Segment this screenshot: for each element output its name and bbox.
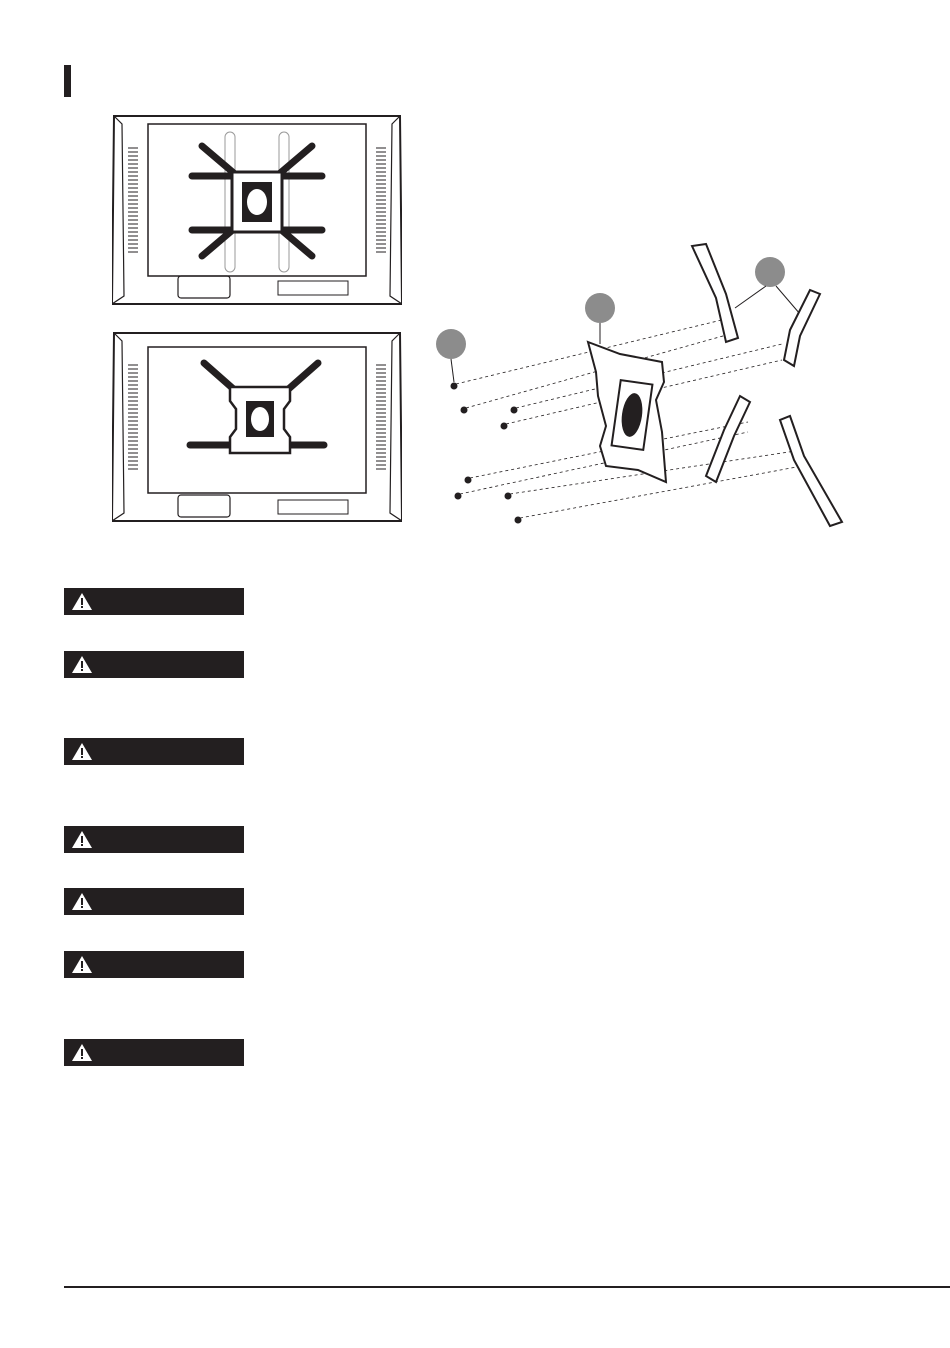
callout-plate	[585, 293, 615, 323]
warning-triangle-icon	[71, 742, 93, 761]
callout-arms	[755, 257, 785, 287]
warning-banner	[64, 588, 244, 615]
warning-triangle-icon	[71, 1043, 93, 1062]
warning-banner	[64, 651, 244, 678]
warning-banner	[64, 738, 244, 765]
warning-triangle-icon	[71, 592, 93, 611]
vent-left	[128, 148, 138, 252]
warning-banner	[64, 826, 244, 853]
tv-back-diagram-arms-fixed	[112, 331, 402, 523]
warning-banner	[64, 888, 244, 915]
exploded-assembly-diagram	[430, 232, 870, 542]
vent-right	[376, 148, 386, 252]
warning-triangle-icon	[71, 955, 93, 974]
warning-triangle-icon	[71, 830, 93, 849]
footer-rule	[64, 1286, 950, 1288]
warning-triangle-icon	[71, 892, 93, 911]
section-marker-bar	[64, 65, 71, 97]
warning-banner	[64, 1039, 244, 1066]
warning-banner	[64, 951, 244, 978]
warning-triangle-icon	[71, 655, 93, 674]
callout-bolts	[436, 329, 466, 359]
tv-back-diagram-arms-extended	[112, 114, 402, 306]
